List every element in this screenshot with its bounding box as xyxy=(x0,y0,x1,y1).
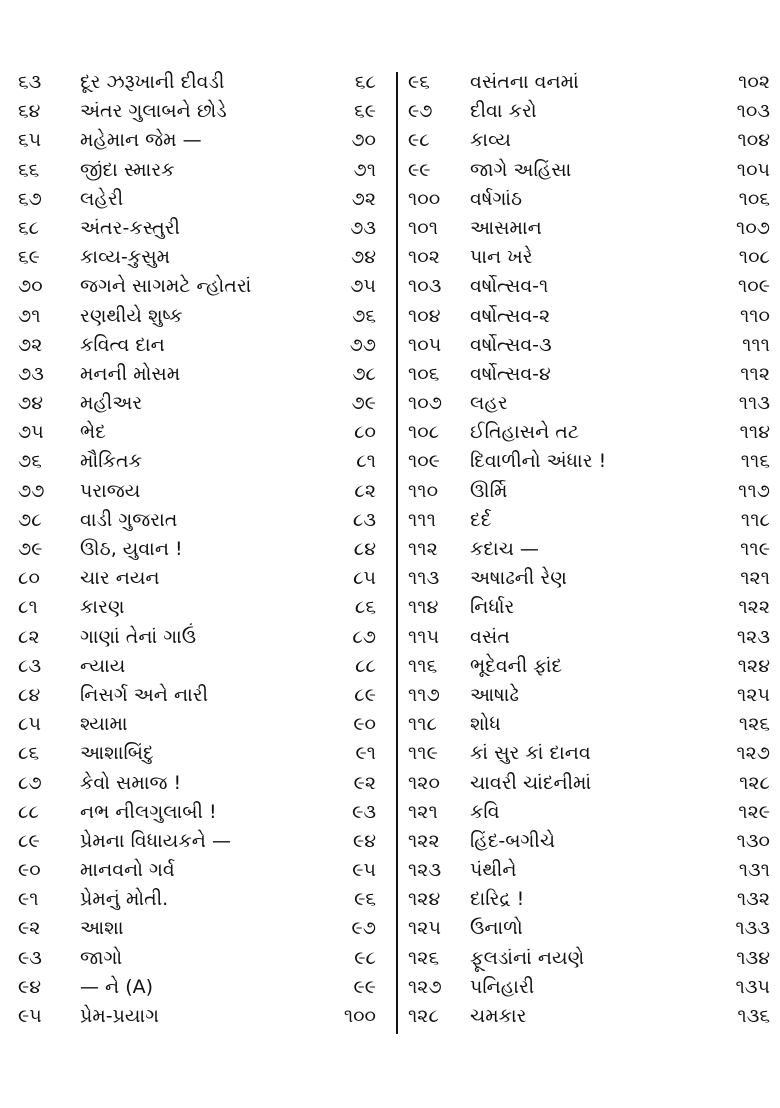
entry-title: હિંદ-બગીચે xyxy=(470,829,556,852)
entry-title: અંતર ગુલાબને છોડે xyxy=(80,100,227,123)
entry-page-number: ૧૩૨ xyxy=(736,888,770,911)
entry-number: ૮૬ xyxy=(18,742,40,765)
contents-entry xyxy=(408,243,770,272)
entry-number: ૬૩ xyxy=(18,71,42,93)
contents-entry xyxy=(18,593,380,622)
entry-title: જાગે અહિંસા xyxy=(470,158,572,181)
entry-title: ઊર્મિ xyxy=(470,479,508,502)
contents-entry xyxy=(18,360,380,389)
entry-page-number: ૮૧ xyxy=(356,450,376,473)
entry-title: ન્યાય xyxy=(80,654,126,677)
contents-entry xyxy=(408,331,770,360)
entry-page-number: ૧૩૪ xyxy=(736,946,770,969)
entry-page-number: ૧૨૨ xyxy=(738,596,770,619)
entry-title: દીવા કરો xyxy=(470,100,537,123)
contents-entry xyxy=(18,885,380,914)
contents-entry xyxy=(18,739,380,768)
contents-entry xyxy=(408,856,770,885)
entry-number: ૯૮ xyxy=(408,129,430,152)
contents-entry xyxy=(408,652,770,681)
entry-page-number: ૯૬ xyxy=(354,888,376,911)
entry-title: અંતર-કસ્તુરી xyxy=(80,216,180,239)
entry-page-number: ૭૦ xyxy=(351,129,376,152)
entry-number: ૭૧ xyxy=(18,304,41,327)
entry-title: પનિહારી xyxy=(470,975,535,998)
contents-entry xyxy=(18,798,380,827)
entry-number: ૧૨૨ xyxy=(408,829,440,852)
entry-page-number: ૧૦૮ xyxy=(738,246,770,269)
entry-title: લહર xyxy=(470,392,508,415)
entry-page-number: ૧૩૫ xyxy=(735,975,770,998)
entry-page-number: ૧૦૬ xyxy=(738,187,770,210)
entry-title: મહીઅર xyxy=(80,392,143,415)
contents-entry xyxy=(18,827,380,856)
entry-page-number: ૯૦ xyxy=(353,713,376,736)
entry-number: ૧૧૨ xyxy=(408,538,438,560)
entry-title: ચાર નયન xyxy=(80,567,160,590)
entry-page-number: ૮૮ xyxy=(355,654,376,677)
entry-title: ફૂલડાંનાં નયણે xyxy=(470,946,585,969)
entry-number: ૭૩ xyxy=(18,362,44,385)
contents-entry xyxy=(408,447,770,476)
entry-title: કાં સુર કાં દાનવ xyxy=(470,742,591,765)
entry-title: દર્દ xyxy=(470,508,492,531)
entry-title: કાવ્ય-કુસુમ xyxy=(80,246,171,269)
entry-title: દૂર ઝરૂખાની દીવડી xyxy=(80,71,225,93)
entry-page-number: ૮૭ xyxy=(352,625,376,648)
contents-entry xyxy=(18,944,380,973)
contents-entry xyxy=(408,593,770,622)
entry-page-number: ૧૦૩ xyxy=(736,100,770,123)
contents-entry xyxy=(18,652,380,681)
contents-entry xyxy=(18,710,380,739)
entry-title: આષાઢે xyxy=(470,683,519,706)
entry-number: ૧૦૮ xyxy=(408,421,440,444)
entry-number: ૬૭ xyxy=(18,187,42,210)
entry-number: ૭૮ xyxy=(18,508,42,531)
contents-entry xyxy=(18,564,380,593)
contents-entry xyxy=(18,97,380,126)
entry-title: અષાઢની રેણ xyxy=(470,567,567,590)
entry-number: ૬૮ xyxy=(18,216,40,239)
entry-number: ૮૧ xyxy=(18,596,38,619)
contents-entry xyxy=(18,1002,380,1031)
entry-number: ૮૭ xyxy=(18,771,42,794)
entry-title: આસમાન xyxy=(470,216,542,239)
entry-page-number: ૭૨ xyxy=(351,187,376,210)
entry-number: ૮૨ xyxy=(18,625,40,648)
entry-number: ૧૦૧ xyxy=(408,216,439,239)
entry-page-number: ૮૩ xyxy=(352,508,376,531)
contents-entry xyxy=(408,739,770,768)
entry-page-number: ૧૨૯ xyxy=(738,800,770,823)
entry-title: પરાજય xyxy=(80,479,141,502)
entry-title: દિવાળીનો અંધાર ! xyxy=(470,450,607,473)
contents-entry xyxy=(408,885,770,914)
entry-page-number: ૮૦ xyxy=(354,421,376,444)
entry-title: માનવનો ગર્વ xyxy=(80,859,175,882)
entry-page-number: ૯૩ xyxy=(352,800,376,823)
contents-entry xyxy=(408,156,770,185)
entry-page-number: ૮૨ xyxy=(354,479,376,502)
contents-entry xyxy=(408,477,770,506)
entry-title: કદાચ — xyxy=(470,538,539,560)
contents-entry xyxy=(18,856,380,885)
contents-entry xyxy=(408,681,770,710)
entry-title: ઈતિહાસને તટ xyxy=(470,421,579,444)
entry-title: દારિદ્ર ! xyxy=(470,888,525,911)
entry-number: ૭૭ xyxy=(18,479,45,502)
entry-number: ૧૧૩ xyxy=(408,567,440,590)
contents-entry xyxy=(408,272,770,301)
entry-number: ૬૪ xyxy=(18,100,41,123)
entry-page-number: ૧૦૦ xyxy=(343,1005,376,1027)
entry-title: કારણ xyxy=(80,596,125,619)
contents-entry xyxy=(18,914,380,943)
entry-page-number: ૧૦૫ xyxy=(736,158,770,181)
entry-title: જાગો xyxy=(80,946,123,969)
entry-number: ૧૨૪ xyxy=(408,888,441,911)
entry-page-number: ૧૨૪ xyxy=(737,654,770,677)
entry-page-number: ૭૬ xyxy=(352,304,376,327)
contents-entry xyxy=(18,681,380,710)
entry-page-number: ૭૪ xyxy=(351,246,376,269)
entry-title: પંથીને xyxy=(470,859,517,882)
entry-page-number: ૧૨૫ xyxy=(737,683,770,706)
entry-title: આશાબિંદુ xyxy=(80,742,154,765)
entry-title: રણથીયે શુષ્ક xyxy=(80,304,183,327)
contents-entry xyxy=(408,944,770,973)
entry-number: ૯૧ xyxy=(18,888,39,911)
entry-title: મહેમાન જેમ — xyxy=(80,129,202,152)
contents-entry xyxy=(18,243,380,272)
entry-title: શોધ xyxy=(470,713,501,736)
entry-title: ઊઠ, યુવાન ! xyxy=(80,538,183,560)
contents-entry xyxy=(18,68,380,97)
entry-page-number: ૧૦૪ xyxy=(737,129,770,152)
entry-number: ૧૦૨ xyxy=(408,246,440,269)
contents-entry xyxy=(18,535,380,564)
entry-number: ૮૪ xyxy=(18,683,41,706)
entry-title: વર્ષોત્સવ-૪ xyxy=(470,362,551,385)
entry-page-number: ૯૪ xyxy=(352,829,376,852)
entry-title: ચાવરી ચાંદનીમાં xyxy=(470,771,592,794)
entry-page-number: ૧૨૭ xyxy=(736,742,770,765)
contents-entry xyxy=(18,418,380,447)
entry-title: વર્ષગાંઠ xyxy=(470,187,523,210)
entry-page-number: ૭૯ xyxy=(351,392,376,415)
entry-title: નિસર્ગ અને નારી xyxy=(80,683,209,706)
contents-entry xyxy=(408,302,770,331)
contents-entry xyxy=(408,360,770,389)
contents-entry xyxy=(18,506,380,535)
contents-entry xyxy=(18,331,380,360)
entry-title: મૌકિતક xyxy=(80,450,143,473)
entry-title: કેવો સમાજ ! xyxy=(80,771,182,794)
entry-number: ૯૭ xyxy=(408,100,433,123)
entry-title: ગાણાં તેનાં ગાઉં xyxy=(80,625,197,648)
entry-title: કવિત્વ દાન xyxy=(80,333,165,356)
entry-number: ૮૫ xyxy=(18,713,41,736)
column-divider xyxy=(396,72,398,1034)
contents-entry xyxy=(408,623,770,652)
entry-number: ૮૯ xyxy=(18,829,40,852)
entry-page-number: ૯૫ xyxy=(352,859,376,882)
entry-page-number: ૧૩૧ xyxy=(738,859,770,882)
entry-number: ૧૧૧ xyxy=(408,508,436,531)
entry-page-number: ૯૮ xyxy=(354,946,376,969)
entry-page-number: ૬૯ xyxy=(354,100,376,123)
entry-page-number: ૯૭ xyxy=(351,917,376,940)
entry-title: ભેદ xyxy=(80,421,106,444)
entry-title: પ્રેમ-પ્રયાગ xyxy=(80,1005,160,1027)
entry-number: ૯૫ xyxy=(18,1005,42,1027)
entry-title: વાડી ગુજરાત xyxy=(80,508,178,531)
entry-title: પાન ખરે xyxy=(470,246,533,269)
entry-number: ૭૫ xyxy=(18,421,44,444)
entry-title: લહેરી xyxy=(80,187,124,210)
entry-number: ૧૨૦ xyxy=(408,771,440,794)
contents-entry xyxy=(408,798,770,827)
contents-entry xyxy=(408,973,770,1002)
entry-page-number: ૧૨૮ xyxy=(739,771,770,794)
contents-entry xyxy=(18,214,380,243)
entry-title: પ્રેમના વિધાયકને — xyxy=(80,829,231,852)
entry-number: ૧૧૮ xyxy=(408,713,438,736)
contents-entry xyxy=(18,769,380,798)
entry-title: વસંતના વનમાં xyxy=(470,71,579,93)
contents-entry xyxy=(18,302,380,331)
entry-page-number: ૧૦૯ xyxy=(738,275,770,298)
entry-page-number: ૧૧૦ xyxy=(739,304,770,327)
entry-number: ૯૬ xyxy=(408,71,430,93)
entry-page-number: ૧૧૭ xyxy=(738,479,770,502)
entry-page-number: ૧૧૯ xyxy=(740,538,770,560)
entry-page-number: ૧૩૬ xyxy=(737,1005,770,1027)
entry-title: કવિ xyxy=(470,800,500,823)
entry-page-number: ૯૨ xyxy=(353,771,376,794)
entry-number: ૬૫ xyxy=(18,129,42,152)
entry-number: ૯૩ xyxy=(18,946,42,969)
entry-number: ૧૧૦ xyxy=(408,479,439,502)
entry-number: ૭૬ xyxy=(18,450,42,473)
entry-number: ૧૦૭ xyxy=(408,392,442,415)
entry-number: ૯૦ xyxy=(18,859,41,882)
entry-title: જગને સાગમટે ન્હોતરાં xyxy=(80,275,252,298)
contents-entry xyxy=(18,185,380,214)
contents-entry xyxy=(408,710,770,739)
contents-entry xyxy=(408,914,770,943)
entry-number: ૧૦૪ xyxy=(408,304,441,327)
entry-page-number: ૧૧૧ xyxy=(742,333,770,356)
entry-title: વર્ષોત્સવ-૩ xyxy=(470,333,552,356)
contents-entry xyxy=(408,68,770,97)
entry-page-number: ૯૧ xyxy=(355,742,376,765)
entry-number: ૮૩ xyxy=(18,654,42,677)
contents-entry xyxy=(408,418,770,447)
entry-number: ૯૨ xyxy=(18,917,41,940)
entry-title: પ્રેમનું મોતી. xyxy=(80,888,169,911)
entry-number: ૧૦૩ xyxy=(408,275,442,298)
entry-page-number: ૧૨૬ xyxy=(738,713,770,736)
entry-number: ૭૪ xyxy=(18,392,43,415)
entry-number: ૭૨ xyxy=(18,333,43,356)
contents-entry xyxy=(408,506,770,535)
contents-entry xyxy=(18,623,380,652)
entry-number: ૧૨૫ xyxy=(408,917,441,940)
entry-number: ૧૦૦ xyxy=(408,187,441,210)
entry-number: ૭૯ xyxy=(18,538,43,560)
contents-entry xyxy=(408,97,770,126)
entry-title: આશા xyxy=(80,917,124,940)
contents-entry xyxy=(408,1002,770,1031)
entry-page-number: ૧૦૭ xyxy=(736,216,770,239)
entry-page-number: ૭૧ xyxy=(353,158,376,181)
entry-number: ૭૦ xyxy=(18,275,43,298)
entry-page-number: ૧૧૪ xyxy=(739,421,770,444)
entry-title: નિર્ધાર xyxy=(470,596,515,619)
entry-number: ૧૦૯ xyxy=(408,450,440,473)
contents-entry xyxy=(408,827,770,856)
contents-entry xyxy=(18,477,380,506)
entry-title: શ્યામા xyxy=(80,713,128,736)
contents-entry xyxy=(18,272,380,301)
entry-title: ચમકાર xyxy=(470,1005,527,1027)
entry-title: જીંદા સ્મારક xyxy=(80,158,175,181)
entry-page-number: ૧૩૩ xyxy=(735,917,770,940)
entry-title: કાવ્ય xyxy=(470,129,511,152)
contents-column-left xyxy=(18,68,380,1031)
entry-number: ૬૯ xyxy=(18,246,40,269)
entry-page-number: ૭૮ xyxy=(352,362,376,385)
entry-page-number: ૭૫ xyxy=(350,275,376,298)
entry-page-number: ૧૧૩ xyxy=(738,392,770,415)
entry-number: ૧૧૫ xyxy=(408,625,440,648)
entry-number: ૧૨૩ xyxy=(408,859,442,882)
entry-page-number: ૮૪ xyxy=(353,538,376,560)
contents-entry xyxy=(408,185,770,214)
entry-number: ૧૧૪ xyxy=(408,596,439,619)
contents-entry xyxy=(18,973,380,1002)
entry-page-number: ૧૦૨ xyxy=(738,71,770,93)
entry-number: ૧૨૮ xyxy=(408,1005,439,1027)
entry-title: ભૂદેવની ફાંદ xyxy=(470,654,563,677)
entry-page-number: ૬૮ xyxy=(354,71,376,93)
entry-title: વર્ષોત્સવ-૨ xyxy=(470,304,551,327)
entry-page-number: ૧૨૧ xyxy=(740,567,770,590)
contents-entry xyxy=(408,535,770,564)
entry-number: ૯૪ xyxy=(18,975,42,998)
entry-title: નભ નીલગુલાબી ! xyxy=(80,800,217,823)
entry-number: ૧૧૬ xyxy=(408,654,438,677)
entry-number: ૧૧૯ xyxy=(408,742,438,765)
entry-number: ૧૨૧ xyxy=(408,800,438,823)
contents-entry xyxy=(18,156,380,185)
contents-entry xyxy=(408,126,770,155)
entry-page-number: ૧૧૬ xyxy=(740,450,770,473)
entry-number: ૬૬ xyxy=(18,158,40,181)
entry-number: ૮૦ xyxy=(18,567,40,590)
entry-page-number: ૭૩ xyxy=(350,216,376,239)
entry-number: ૮૮ xyxy=(18,800,39,823)
entry-number: ૯૯ xyxy=(408,158,431,181)
contents-entry xyxy=(18,447,380,476)
contents-entry xyxy=(408,769,770,798)
entry-title: વસંત xyxy=(470,625,510,648)
entry-page-number: ૮૫ xyxy=(353,567,376,590)
entry-number: ૧૧૭ xyxy=(408,683,440,706)
contents-entry xyxy=(18,389,380,418)
entry-page-number: ૧૧૮ xyxy=(740,508,770,531)
entry-page-number: ૧૧૨ xyxy=(740,362,770,385)
entry-title: ઉનાળો xyxy=(470,917,523,940)
entry-page-number: ૭૭ xyxy=(349,333,376,356)
entry-number: ૧૨૬ xyxy=(408,946,440,969)
entry-number: ૧૨૭ xyxy=(408,975,442,998)
entry-page-number: ૮૯ xyxy=(354,683,376,706)
entry-title: — ને (A) xyxy=(80,975,154,998)
entry-title: મનની મોસમ xyxy=(80,362,181,385)
contents-entry xyxy=(18,126,380,155)
entry-page-number: ૧૨૩ xyxy=(736,625,770,648)
entry-number: ૧૦૫ xyxy=(408,333,442,356)
entry-page-number: ૧૩૦ xyxy=(736,829,770,852)
contents-entry xyxy=(408,389,770,418)
contents-column-right xyxy=(408,68,770,1031)
entry-page-number: ૯૯ xyxy=(353,975,376,998)
contents-entry xyxy=(408,214,770,243)
entry-page-number: ૮૬ xyxy=(354,596,376,619)
contents-entry xyxy=(408,564,770,593)
entry-number: ૧૦૬ xyxy=(408,362,440,385)
entry-title: વર્ષોત્સવ-૧ xyxy=(470,275,549,298)
